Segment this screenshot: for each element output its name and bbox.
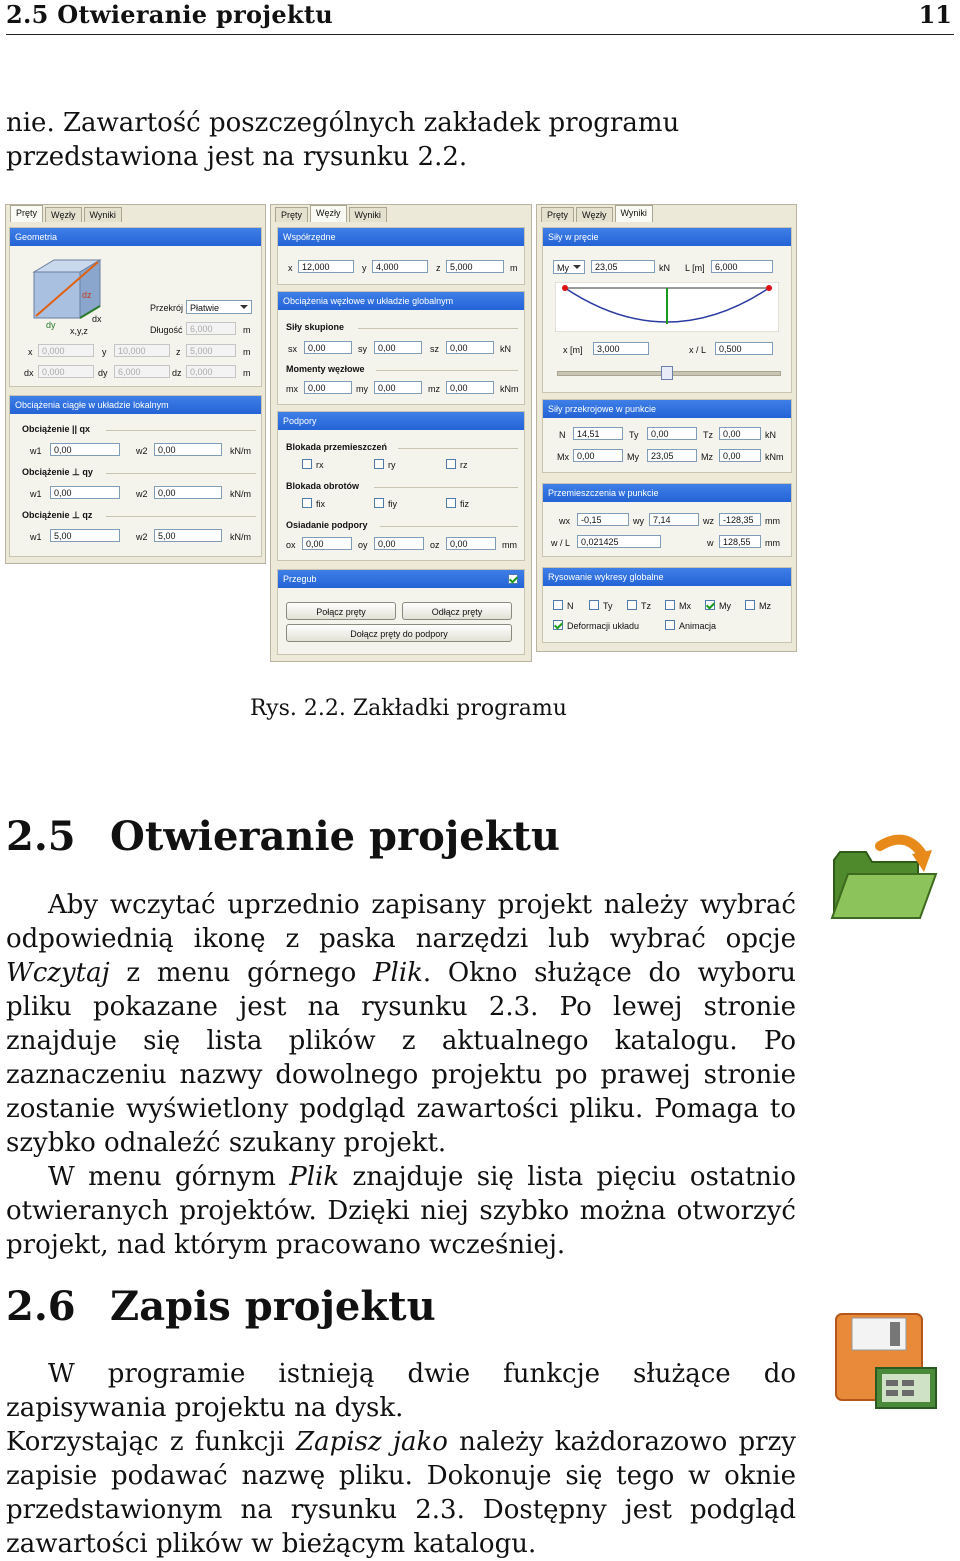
mx-checkbox[interactable] (665, 600, 675, 610)
mz-label: Mz (701, 452, 713, 462)
mz-checkbox[interactable] (745, 600, 755, 610)
displacement-section (542, 483, 792, 557)
unit-m: m (243, 347, 251, 357)
section-2-6-body (6, 1357, 796, 1561)
animation-checkbox[interactable] (665, 620, 675, 630)
header-title: 2.5 Otwieranie projektu (6, 0, 333, 29)
w-over-l-field[interactable]: 0,021425 (577, 535, 661, 548)
ry-label: ry (388, 460, 396, 470)
oz-label: oz (430, 540, 440, 550)
qy-w1-field[interactable]: 0,00 (50, 486, 120, 499)
mx-checkbox-label: Mx (679, 601, 691, 611)
force-value-field[interactable]: 23,05 (591, 260, 655, 273)
tab-bar (275, 207, 389, 222)
page-number: 11 (918, 0, 952, 29)
block-rot-label: Blokada obrotów (286, 481, 360, 491)
sy-field[interactable]: 0,00 (374, 341, 422, 354)
sy-label: sy (358, 344, 367, 354)
position-slider[interactable] (557, 366, 779, 380)
distributed-load-section (9, 395, 262, 557)
qz-title: Obciążenie ⊥ qz (22, 510, 93, 520)
sx-field[interactable]: 0,00 (304, 341, 352, 354)
force-type-select[interactable]: My (553, 260, 585, 274)
dz-label: dz (172, 368, 182, 378)
bar-forces-title: Siły w pręcie (543, 228, 791, 246)
unit-m: m (243, 325, 251, 335)
geometry-title: Geometria (10, 228, 261, 246)
y-field[interactable]: 4,000 (372, 260, 428, 273)
ty-label: Ty (629, 430, 639, 440)
text-run: . Okno służące do wyboru pliku pokazane jest na rysunku 2.3. Po lewej stronie znajduje się lista plików z aktualnego katalogu. Po zaznaczeniu nazwy dowolnego projektu po prawej stronie zostanie wyświetlony podgląd zawartości pliku. Pomaga to szybko odnaleźć szukany projekt. (6, 958, 796, 1158)
w2-label: w2 (136, 446, 148, 456)
unit-kn: kN (765, 430, 776, 440)
unit-mm: mm (502, 540, 517, 550)
displacement-title: Przemieszczenia w punkcie (543, 484, 791, 502)
oy-label: oy (358, 540, 368, 550)
rx-checkbox[interactable] (302, 459, 312, 469)
przekroj-select[interactable]: Płatwie (186, 300, 252, 314)
distributed-load-title: Obciążenia ciągłe w układzie lokalnym (10, 396, 261, 414)
unit-m: m (510, 263, 518, 273)
y-label: y (102, 347, 107, 357)
disconnect-bars-button[interactable]: Odłącz pręty (402, 602, 512, 620)
paragraph (6, 1425, 796, 1561)
cube-dx-label: dx (92, 314, 102, 324)
x-field[interactable]: 12,000 (298, 260, 354, 273)
w2-label: w2 (136, 489, 148, 499)
section-forces-title: Siły przekrojowe w punkcie (543, 400, 791, 418)
panel-prety (5, 204, 266, 564)
unit-knm: kNm (500, 384, 519, 394)
my-label: my (356, 384, 368, 394)
x-position-label: x [m] (563, 345, 583, 355)
fix-checkbox[interactable] (302, 498, 312, 508)
my-field[interactable]: 0,00 (374, 381, 422, 394)
przekroj-label: Przekrój (150, 303, 184, 313)
fiy-label: fiy (388, 499, 397, 509)
x-position-field[interactable]: 3,000 (593, 342, 649, 355)
open-folder-icon (828, 832, 940, 924)
divider (106, 516, 256, 517)
x-label: x (288, 263, 293, 273)
text-run-italic: Zapisz jako (296, 1427, 448, 1457)
ty-checkbox[interactable] (589, 600, 599, 610)
tab-prety[interactable]: Pręty (541, 207, 574, 222)
running-header (6, 0, 954, 35)
divider (374, 487, 518, 488)
ty-checkbox-label: Ty (603, 601, 613, 611)
w-field[interactable]: 128,55 (719, 535, 761, 548)
tab-prety[interactable]: Pręty (10, 205, 43, 222)
y-field[interactable]: 10,000 (114, 344, 170, 357)
tab-wezly[interactable]: Węzły (45, 207, 82, 222)
coordinates-section (277, 227, 525, 285)
text-run-italic: Plik (373, 958, 423, 988)
section-title: Zapis projektu (110, 1283, 436, 1330)
unit-kn: kN (500, 344, 511, 354)
cube-xyz-label: x,y,z (70, 326, 88, 336)
hinge-section (277, 569, 525, 655)
my-checkbox-label: My (719, 601, 731, 611)
moment-diagram-canvas (555, 282, 779, 332)
ox-field[interactable]: 0,00 (302, 537, 352, 550)
wy-label: wy (633, 516, 644, 526)
mz-checkbox-label: Mz (759, 601, 771, 611)
cube-dz-label: dz (82, 290, 92, 300)
paragraph (6, 1160, 796, 1262)
settlement-label: Osiadanie podpory (286, 520, 368, 530)
mx-label: mx (286, 384, 298, 394)
wy-field[interactable]: 7,14 (649, 513, 699, 526)
tz-field[interactable]: 0,00 (719, 427, 761, 440)
divider (106, 473, 256, 474)
cube-dy-label: dy (46, 320, 56, 330)
w1-label: w1 (30, 446, 42, 456)
supports-title: Podpory (278, 412, 524, 430)
section-heading-2-6 (6, 1283, 436, 1330)
tab-bar (10, 207, 124, 222)
ty-field[interactable]: 0,00 (647, 427, 697, 440)
section-title: Otwieranie projektu (110, 813, 560, 860)
text-run: W menu górnym (48, 1162, 290, 1192)
wz-label: wz (703, 516, 714, 526)
geometry-section (9, 227, 262, 387)
wx-field[interactable]: -0,15 (577, 513, 629, 526)
w2-label: w2 (136, 532, 148, 542)
rz-checkbox[interactable] (446, 459, 456, 469)
z-field[interactable]: 5,000 (186, 344, 236, 357)
w-over-l-label: w / L (551, 538, 571, 548)
forces-label: Siły skupione (286, 322, 345, 332)
w-label: w (707, 538, 714, 548)
mx-field[interactable]: 0,00 (304, 381, 352, 394)
n-checkbox[interactable] (553, 600, 563, 610)
unit-knm: kN/m (230, 446, 251, 456)
panel-wezly (270, 204, 532, 662)
text-run-italic: Wczytaj (6, 958, 110, 988)
tab-wezly[interactable]: Węzły (310, 205, 347, 222)
text-run: znajduje się lista pięciu ostatnio otwieranych projektów. Dzięki niej szybko można otworzyć projekt, nad którym pracowano wcześniej. (6, 1162, 796, 1260)
my-checkbox[interactable] (705, 600, 715, 610)
tz-label: Tz (703, 430, 713, 440)
save-disk-icon (832, 1310, 938, 1412)
bar-forces-section (542, 227, 792, 393)
section-number: 2.6 (6, 1283, 76, 1330)
hinge-checkbox[interactable] (508, 574, 518, 584)
qx-w2-field[interactable]: 0,00 (154, 443, 222, 456)
mx-field[interactable]: 0,00 (573, 449, 623, 462)
mz-field[interactable]: 0,00 (446, 381, 494, 394)
wz-field[interactable]: -128,35 (719, 513, 761, 526)
oz-field[interactable]: 0,00 (446, 537, 496, 550)
fiz-checkbox[interactable] (446, 498, 456, 508)
mz-field[interactable]: 0,00 (719, 449, 761, 462)
text-run-italic: Plik (289, 1162, 340, 1192)
z-label: z (436, 263, 441, 273)
block-disp-label: Blokada przemieszczeń (286, 442, 388, 452)
unit-mm: mm (765, 516, 780, 526)
x-label: x (28, 347, 33, 357)
n-label: N (559, 430, 566, 440)
sz-label: sz (430, 344, 439, 354)
qx-title: Obciążenie || qx (22, 424, 91, 434)
paragraph (6, 888, 796, 1160)
dy-label: dy (98, 368, 108, 378)
dx-field[interactable]: 0,000 (38, 365, 94, 378)
sz-field[interactable]: 0,00 (446, 341, 494, 354)
qy-title: Obciążenie ⊥ qy (22, 467, 93, 477)
divider (380, 526, 518, 527)
qz-w2-field[interactable]: 5,00 (154, 529, 222, 542)
supports-section (277, 411, 525, 561)
rx-label: rx (316, 460, 324, 470)
divider (106, 430, 256, 431)
text-run: Korzystając z funkcji (6, 1427, 297, 1457)
n-checkbox-label: N (567, 601, 574, 611)
tab-wyniki[interactable]: Wyniki (615, 205, 653, 222)
z-label: z (176, 347, 181, 357)
wx-label: wx (559, 516, 570, 526)
global-charts-title: Rysowanie wykresy globalne (543, 568, 791, 586)
tab-prety[interactable]: Pręty (275, 207, 308, 222)
attach-to-support-button[interactable]: Dołącz pręty do podpory (286, 624, 512, 642)
panel-wyniki (536, 204, 797, 652)
rz-label: rz (460, 460, 468, 470)
deformation-label: Deformacji układu (567, 621, 640, 631)
fiy-checkbox[interactable] (374, 498, 384, 508)
tab-wezly[interactable]: Węzły (576, 207, 613, 222)
section-heading-2-5 (6, 813, 560, 860)
section-number: 2.5 (6, 813, 76, 860)
mx-label: Mx (557, 452, 569, 462)
n-field[interactable]: 14,51 (573, 427, 623, 440)
tz-checkbox-label: Tz (641, 601, 651, 611)
qz-w1-field[interactable]: 5,00 (50, 529, 120, 542)
length-label: L [m] (685, 263, 705, 273)
x-over-l-field[interactable]: 0,500 (715, 342, 773, 355)
figure-caption: Rys. 2.2. Zakładki programu (250, 696, 567, 721)
x-over-l-label: x / L (689, 345, 707, 355)
w1-label: w1 (30, 489, 42, 499)
fiz-label: fiz (460, 499, 469, 509)
section-forces-section (542, 399, 792, 473)
deformation-checkbox[interactable] (553, 620, 563, 630)
text-run: należy każdorazowo przy zapisie podawać nazwę pliku. Dokonuje się tego w oknie przedstawionym na rysunku 2.3. Dostępny jest podgląd zawartości plików w bieżącym katalogu. (6, 1427, 796, 1559)
dy-field[interactable]: 6,000 (114, 365, 170, 378)
length-field[interactable]: 6,000 (711, 260, 773, 273)
qy-w2-field[interactable]: 0,00 (154, 486, 222, 499)
ox-label: ox (286, 540, 296, 550)
text-run: z menu górnego (109, 958, 374, 988)
tab-wyniki[interactable]: Wyniki (84, 207, 122, 222)
dlugosc-field[interactable]: 6,000 (186, 322, 236, 335)
dlugosc-label: Długość (150, 325, 183, 335)
coordinates-title: Współrzędne (278, 228, 524, 246)
connect-bars-button[interactable]: Połącz pręty (286, 602, 396, 620)
unit-knm: kN/m (230, 489, 251, 499)
ry-checkbox[interactable] (374, 459, 384, 469)
mz-label: mz (428, 384, 440, 394)
hinge-title: Przegub (278, 570, 524, 588)
tab-wyniki[interactable]: Wyniki (349, 207, 387, 222)
moments-label: Momenty węzłowe (286, 364, 365, 374)
z-field[interactable]: 5,000 (446, 260, 504, 273)
my-field[interactable]: 23,05 (647, 449, 697, 462)
nodal-load-section (277, 291, 525, 405)
x-field[interactable]: 0,000 (38, 344, 94, 357)
unit-knm: kN/m (230, 532, 251, 542)
nodal-load-title: Obciążenia węzłowe w układzie globalnym (278, 292, 524, 310)
oy-field[interactable]: 0,00 (374, 537, 424, 550)
unit-kn: kN (659, 263, 670, 273)
text-run: Aby wczytać uprzednio zapisany projekt należy wybrać odpowiednią ikonę z paska narzędzi lub wybrać opcje (6, 890, 796, 954)
unit-mm: mm (765, 538, 780, 548)
tz-checkbox[interactable] (627, 600, 637, 610)
global-charts-section (542, 567, 792, 643)
fix-label: fix (316, 499, 325, 509)
paragraph: W programie istnieją dwie funkcje służące do zapisywania projektu na dysk. (6, 1359, 796, 1423)
dx-label: dx (24, 368, 34, 378)
divider (398, 448, 518, 449)
dz-field[interactable]: 0,000 (186, 365, 236, 378)
divider (376, 370, 518, 371)
sx-label: sx (288, 344, 297, 354)
intro-paragraph: nie. Zawartość poszczególnych zakładek programu przedstawiona jest na rysunku 2.2. (6, 108, 680, 172)
tab-bar (541, 207, 655, 222)
qx-w1-field[interactable]: 0,00 (50, 443, 120, 456)
animation-label: Animacja (679, 621, 717, 631)
divider (358, 328, 518, 329)
w1-label: w1 (30, 532, 42, 542)
unit-knm: kNm (765, 452, 784, 462)
slider-thumb[interactable] (661, 366, 673, 380)
unit-m: m (243, 368, 251, 378)
my-label: My (627, 452, 639, 462)
section-2-5-body (6, 888, 796, 1262)
y-label: y (362, 263, 367, 273)
